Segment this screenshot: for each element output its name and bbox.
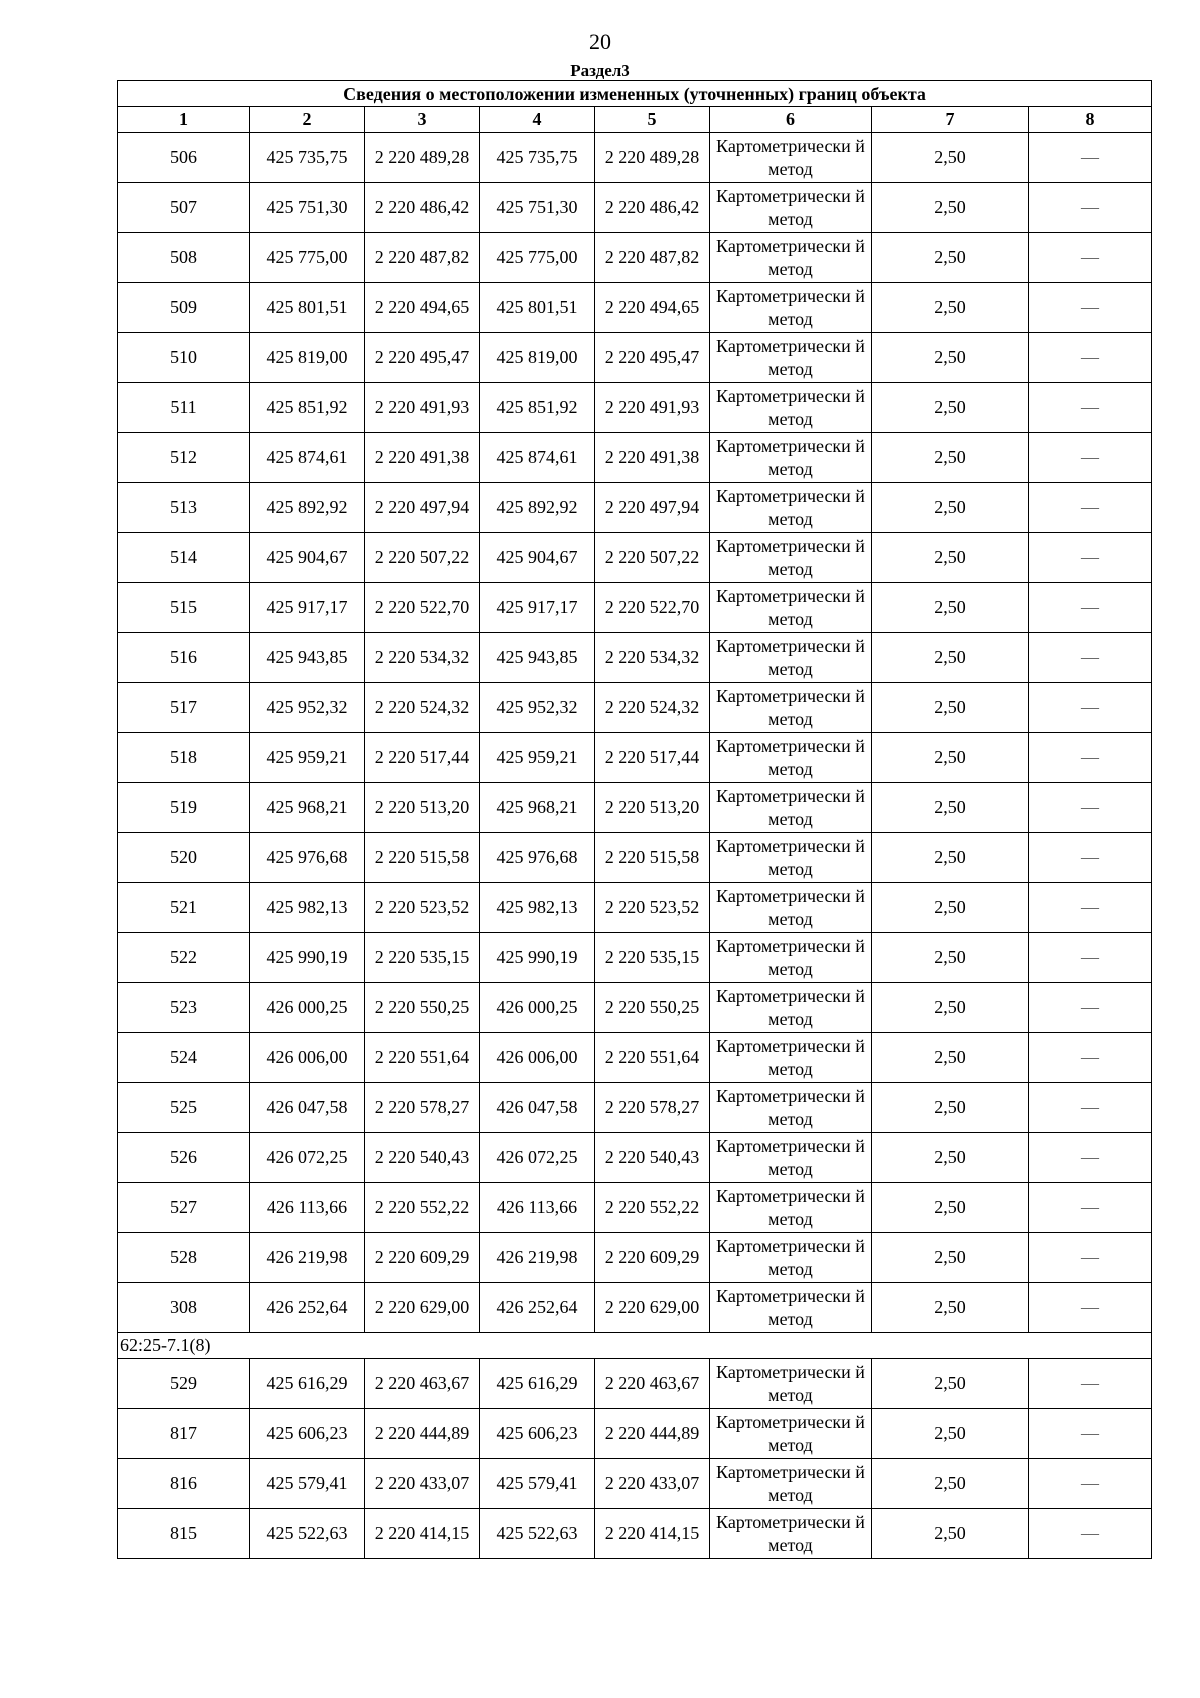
method-cell: Картометрически й метод [710,1459,872,1509]
y-coordinate-new-cell: 2 220 513,20 [595,783,710,833]
point-id-cell: 511 [118,383,250,433]
note-cell: — [1029,933,1152,983]
y-coordinate-new-cell: 2 220 491,38 [595,433,710,483]
method-cell: Картометрически й метод [710,1233,872,1283]
x-coordinate-new-cell: 425 982,13 [480,883,595,933]
y-coordinate-cell: 2 220 463,67 [365,1359,480,1409]
x-coordinate-new-cell: 425 959,21 [480,733,595,783]
y-coordinate-new-cell: 2 220 524,32 [595,683,710,733]
column-header: 6 [710,107,872,133]
note-cell: — [1029,483,1152,533]
point-id-cell: 308 [118,1283,250,1333]
method-cell: Картометрически й метод [710,933,872,983]
x-coordinate-cell: 425 851,92 [250,383,365,433]
note-cell: — [1029,633,1152,683]
note-cell: — [1029,983,1152,1033]
x-coordinate-cell: 425 990,19 [250,933,365,983]
y-coordinate-cell: 2 220 414,15 [365,1509,480,1559]
y-coordinate-new-cell: 2 220 540,43 [595,1133,710,1183]
accuracy-cell: 2,50 [872,133,1029,183]
x-coordinate-new-cell: 425 579,41 [480,1459,595,1509]
x-coordinate-cell: 425 616,29 [250,1359,365,1409]
y-coordinate-new-cell: 2 220 535,15 [595,933,710,983]
table-row [118,683,1152,733]
column-header: 5 [595,107,710,133]
boundary-coordinates-table [117,80,1152,1559]
method-cell: Картометрически й метод [710,633,872,683]
point-id-cell: 523 [118,983,250,1033]
y-coordinate-new-cell: 2 220 433,07 [595,1459,710,1509]
table-row [118,183,1152,233]
note-cell: — [1029,1509,1152,1559]
x-coordinate-cell: 425 917,17 [250,583,365,633]
section-label: Раздел3 [570,61,630,80]
note-cell: — [1029,783,1152,833]
y-coordinate-cell: 2 220 489,28 [365,133,480,183]
note-cell: — [1029,883,1152,933]
note-cell: — [1029,133,1152,183]
table-row [118,1359,1152,1409]
y-coordinate-new-cell: 2 220 609,29 [595,1233,710,1283]
point-id-cell: 516 [118,633,250,683]
point-id-cell: 522 [118,933,250,983]
column-header: 4 [480,107,595,133]
method-cell: Картометрически й метод [710,883,872,933]
note-cell: — [1029,1033,1152,1083]
y-coordinate-cell: 2 220 551,64 [365,1033,480,1083]
point-id-cell: 515 [118,583,250,633]
y-coordinate-new-cell: 2 220 523,52 [595,883,710,933]
y-coordinate-new-cell: 2 220 578,27 [595,1083,710,1133]
y-coordinate-new-cell: 2 220 551,64 [595,1033,710,1083]
y-coordinate-cell: 2 220 487,82 [365,233,480,283]
point-id-cell: 815 [118,1509,250,1559]
accuracy-cell: 2,50 [872,883,1029,933]
group-label: 62:25-7.1(8) [118,1333,1152,1359]
x-coordinate-cell: 425 968,21 [250,783,365,833]
note-cell: — [1029,1459,1152,1509]
note-cell: — [1029,1133,1152,1183]
y-coordinate-new-cell: 2 220 497,94 [595,483,710,533]
accuracy-cell: 2,50 [872,383,1029,433]
method-cell: Картометрически й метод [710,433,872,483]
table-row [118,283,1152,333]
y-coordinate-cell: 2 220 486,42 [365,183,480,233]
accuracy-cell: 2,50 [872,833,1029,883]
x-coordinate-new-cell: 426 219,98 [480,1233,595,1283]
x-coordinate-cell: 426 047,58 [250,1083,365,1133]
point-id-cell: 520 [118,833,250,883]
x-coordinate-cell: 426 006,00 [250,1033,365,1083]
method-cell: Картометрически й метод [710,783,872,833]
accuracy-cell: 2,50 [872,983,1029,1033]
accuracy-cell: 2,50 [872,1083,1029,1133]
x-coordinate-new-cell: 425 735,75 [480,133,595,183]
point-id-cell: 513 [118,483,250,533]
method-cell: Картометрически й метод [710,283,872,333]
method-cell: Картометрически й метод [710,1283,872,1333]
point-id-cell: 817 [118,1409,250,1459]
group-row [118,1333,1152,1359]
note-cell: — [1029,1359,1152,1409]
table-row [118,883,1152,933]
point-id-cell: 526 [118,1133,250,1183]
y-coordinate-cell: 2 220 491,38 [365,433,480,483]
y-coordinate-cell: 2 220 494,65 [365,283,480,333]
y-coordinate-new-cell: 2 220 534,32 [595,633,710,683]
accuracy-cell: 2,50 [872,1359,1029,1409]
y-coordinate-cell: 2 220 534,32 [365,633,480,683]
x-coordinate-cell: 426 072,25 [250,1133,365,1183]
y-coordinate-cell: 2 220 524,32 [365,683,480,733]
method-cell: Картометрически й метод [710,1183,872,1233]
y-coordinate-new-cell: 2 220 463,67 [595,1359,710,1409]
y-coordinate-cell: 2 220 444,89 [365,1409,480,1459]
method-cell: Картометрически й метод [710,683,872,733]
x-coordinate-cell: 426 219,98 [250,1233,365,1283]
column-header: 1 [118,107,250,133]
group-section [118,1333,1152,1359]
accuracy-cell: 2,50 [872,783,1029,833]
accuracy-cell: 2,50 [872,933,1029,983]
x-coordinate-cell: 425 606,23 [250,1409,365,1459]
x-coordinate-new-cell: 425 801,51 [480,283,595,333]
point-id-cell: 521 [118,883,250,933]
x-coordinate-cell: 426 113,66 [250,1183,365,1233]
table-row [118,1033,1152,1083]
table-row [118,483,1152,533]
x-coordinate-new-cell: 426 252,64 [480,1283,595,1333]
y-coordinate-new-cell: 2 220 444,89 [595,1409,710,1459]
method-cell: Картометрически й метод [710,1409,872,1459]
table-row [118,133,1152,183]
y-coordinate-cell: 2 220 491,93 [365,383,480,433]
y-coordinate-new-cell: 2 220 486,42 [595,183,710,233]
point-id-cell: 512 [118,433,250,483]
y-coordinate-new-cell: 2 220 414,15 [595,1509,710,1559]
note-cell: — [1029,383,1152,433]
y-coordinate-cell: 2 220 433,07 [365,1459,480,1509]
y-coordinate-new-cell: 2 220 629,00 [595,1283,710,1333]
note-cell: — [1029,233,1152,283]
x-coordinate-new-cell: 425 892,92 [480,483,595,533]
note-cell: — [1029,833,1152,883]
y-coordinate-cell: 2 220 523,52 [365,883,480,933]
accuracy-cell: 2,50 [872,1033,1029,1083]
y-coordinate-cell: 2 220 629,00 [365,1283,480,1333]
column-header: 8 [1029,107,1152,133]
point-id-cell: 519 [118,783,250,833]
accuracy-cell: 2,50 [872,333,1029,383]
y-coordinate-cell: 2 220 578,27 [365,1083,480,1133]
method-cell: Картометрически й метод [710,1133,872,1183]
column-header: 2 [250,107,365,133]
x-coordinate-new-cell: 425 819,00 [480,333,595,383]
x-coordinate-new-cell: 426 000,25 [480,983,595,1033]
method-cell: Картометрически й метод [710,1083,872,1133]
table-row [118,1233,1152,1283]
x-coordinate-new-cell: 425 976,68 [480,833,595,883]
table-row [118,1509,1152,1559]
point-id-cell: 506 [118,133,250,183]
y-coordinate-cell: 2 220 540,43 [365,1133,480,1183]
x-coordinate-cell: 425 982,13 [250,883,365,933]
accuracy-cell: 2,50 [872,733,1029,783]
x-coordinate-new-cell: 425 775,00 [480,233,595,283]
table-row [118,1409,1152,1459]
table-row [118,383,1152,433]
table-row [118,433,1152,483]
table-row [118,733,1152,783]
accuracy-cell: 2,50 [872,433,1029,483]
x-coordinate-new-cell: 425 522,63 [480,1509,595,1559]
point-id-cell: 507 [118,183,250,233]
y-coordinate-cell: 2 220 517,44 [365,733,480,783]
x-coordinate-cell: 425 874,61 [250,433,365,483]
accuracy-cell: 2,50 [872,1283,1029,1333]
y-coordinate-new-cell: 2 220 494,65 [595,283,710,333]
table-body-part1 [118,133,1152,1333]
accuracy-cell: 2,50 [872,283,1029,333]
point-id-cell: 816 [118,1459,250,1509]
method-cell: Картометрически й метод [710,983,872,1033]
x-coordinate-cell: 425 751,30 [250,183,365,233]
x-coordinate-new-cell: 425 751,30 [480,183,595,233]
method-cell: Картометрически й метод [710,833,872,883]
table-row [118,533,1152,583]
x-coordinate-new-cell: 426 113,66 [480,1183,595,1233]
x-coordinate-cell: 425 735,75 [250,133,365,183]
x-coordinate-new-cell: 425 990,19 [480,933,595,983]
point-id-cell: 524 [118,1033,250,1083]
table-row [118,1133,1152,1183]
x-coordinate-cell: 425 819,00 [250,333,365,383]
y-coordinate-cell: 2 220 507,22 [365,533,480,583]
page-number: 20 [589,29,611,54]
x-coordinate-cell: 426 000,25 [250,983,365,1033]
y-coordinate-new-cell: 2 220 487,82 [595,233,710,283]
y-coordinate-new-cell: 2 220 491,93 [595,383,710,433]
column-header: 3 [365,107,480,133]
table-row [118,583,1152,633]
point-id-cell: 525 [118,1083,250,1133]
x-coordinate-cell: 425 892,92 [250,483,365,533]
x-coordinate-new-cell: 426 006,00 [480,1033,595,1083]
note-cell: — [1029,1233,1152,1283]
x-coordinate-new-cell: 425 606,23 [480,1409,595,1459]
table-row [118,833,1152,883]
method-cell: Картометрически й метод [710,483,872,533]
method-cell: Картометрически й метод [710,333,872,383]
note-cell: — [1029,1409,1152,1459]
method-cell: Картометрически й метод [710,383,872,433]
method-cell: Картометрически й метод [710,533,872,583]
table-row [118,1283,1152,1333]
accuracy-cell: 2,50 [872,1409,1029,1459]
table-row [118,1183,1152,1233]
y-coordinate-new-cell: 2 220 495,47 [595,333,710,383]
y-coordinate-new-cell: 2 220 552,22 [595,1183,710,1233]
accuracy-cell: 2,50 [872,483,1029,533]
y-coordinate-new-cell: 2 220 522,70 [595,583,710,633]
table-row [118,983,1152,1033]
column-header: 7 [872,107,1029,133]
note-cell: — [1029,433,1152,483]
point-id-cell: 514 [118,533,250,583]
table-row [118,233,1152,283]
x-coordinate-new-cell: 425 968,21 [480,783,595,833]
method-cell: Картометрически й метод [710,233,872,283]
point-id-cell: 509 [118,283,250,333]
x-coordinate-cell: 425 904,67 [250,533,365,583]
note-cell: — [1029,333,1152,383]
y-coordinate-new-cell: 2 220 489,28 [595,133,710,183]
accuracy-cell: 2,50 [872,1459,1029,1509]
method-cell: Картометрически й метод [710,1509,872,1559]
point-id-cell: 528 [118,1233,250,1283]
method-cell: Картометрически й метод [710,1359,872,1409]
method-cell: Картометрически й метод [710,1033,872,1083]
x-coordinate-cell: 425 522,63 [250,1509,365,1559]
note-cell: — [1029,583,1152,633]
accuracy-cell: 2,50 [872,1183,1029,1233]
y-coordinate-cell: 2 220 513,20 [365,783,480,833]
y-coordinate-new-cell: 2 220 517,44 [595,733,710,783]
x-coordinate-new-cell: 425 904,67 [480,533,595,583]
point-id-cell: 510 [118,333,250,383]
x-coordinate-new-cell: 425 952,32 [480,683,595,733]
point-id-cell: 517 [118,683,250,733]
y-coordinate-cell: 2 220 497,94 [365,483,480,533]
y-coordinate-cell: 2 220 609,29 [365,1233,480,1283]
y-coordinate-new-cell: 2 220 507,22 [595,533,710,583]
note-cell: — [1029,1183,1152,1233]
method-cell: Картометрически й метод [710,133,872,183]
point-id-cell: 529 [118,1359,250,1409]
x-coordinate-new-cell: 425 943,85 [480,633,595,683]
x-coordinate-cell: 426 252,64 [250,1283,365,1333]
note-cell: — [1029,1283,1152,1333]
accuracy-cell: 2,50 [872,633,1029,683]
method-cell: Картометрически й метод [710,733,872,783]
y-coordinate-cell: 2 220 552,22 [365,1183,480,1233]
note-cell: — [1029,1083,1152,1133]
x-coordinate-new-cell: 425 917,17 [480,583,595,633]
x-coordinate-new-cell: 426 072,25 [480,1133,595,1183]
note-cell: — [1029,683,1152,733]
x-coordinate-cell: 425 775,00 [250,233,365,283]
table-row [118,633,1152,683]
accuracy-cell: 2,50 [872,1233,1029,1283]
table-row [118,1459,1152,1509]
x-coordinate-cell: 425 579,41 [250,1459,365,1509]
accuracy-cell: 2,50 [872,683,1029,733]
accuracy-cell: 2,50 [872,1509,1029,1559]
y-coordinate-cell: 2 220 495,47 [365,333,480,383]
y-coordinate-new-cell: 2 220 550,25 [595,983,710,1033]
y-coordinate-cell: 2 220 535,15 [365,933,480,983]
y-coordinate-new-cell: 2 220 515,58 [595,833,710,883]
method-cell: Картометрически й метод [710,183,872,233]
point-id-cell: 527 [118,1183,250,1233]
accuracy-cell: 2,50 [872,1133,1029,1183]
x-coordinate-new-cell: 425 616,29 [480,1359,595,1409]
x-coordinate-cell: 425 952,32 [250,683,365,733]
note-cell: — [1029,283,1152,333]
accuracy-cell: 2,50 [872,233,1029,283]
table-title: Сведения о местоположении измененных (уточненных) границ объекта [118,81,1152,107]
table-row [118,783,1152,833]
x-coordinate-cell: 425 801,51 [250,283,365,333]
note-cell: — [1029,733,1152,783]
point-id-cell: 518 [118,733,250,783]
table-row [118,933,1152,983]
x-coordinate-cell: 425 959,21 [250,733,365,783]
y-coordinate-cell: 2 220 522,70 [365,583,480,633]
point-id-cell: 508 [118,233,250,283]
note-cell: — [1029,533,1152,583]
y-coordinate-cell: 2 220 515,58 [365,833,480,883]
x-coordinate-cell: 425 943,85 [250,633,365,683]
accuracy-cell: 2,50 [872,533,1029,583]
table-body-part2 [118,1359,1152,1559]
note-cell: — [1029,183,1152,233]
x-coordinate-new-cell: 426 047,58 [480,1083,595,1133]
y-coordinate-cell: 2 220 550,25 [365,983,480,1033]
x-coordinate-new-cell: 425 874,61 [480,433,595,483]
accuracy-cell: 2,50 [872,583,1029,633]
table-row [118,1083,1152,1133]
accuracy-cell: 2,50 [872,183,1029,233]
table-row [118,333,1152,383]
method-cell: Картометрически й метод [710,583,872,633]
x-coordinate-cell: 425 976,68 [250,833,365,883]
x-coordinate-new-cell: 425 851,92 [480,383,595,433]
